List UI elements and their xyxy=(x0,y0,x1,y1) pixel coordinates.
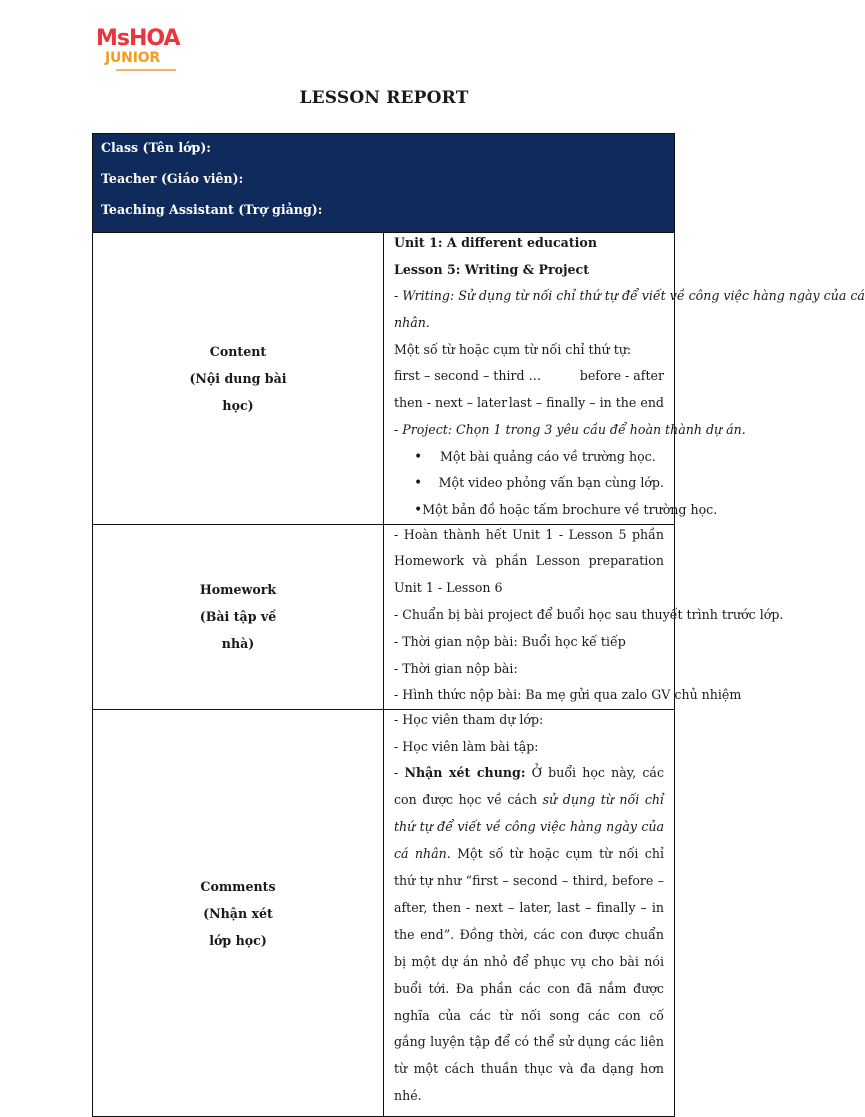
project-option xyxy=(394,444,664,471)
unit-title: Unit 1: A different education xyxy=(394,235,597,250)
page-title: LESSON REPORT xyxy=(299,88,469,108)
connector-pair xyxy=(394,390,664,417)
general-comment-text: Ở buổi học này, các con được học về cách xyxy=(394,765,664,808)
connectors-intro: Một số từ hoặc cụm từ nối chỉ thứ tự: xyxy=(394,341,632,357)
homework-label-line: Homework xyxy=(199,582,277,598)
homework-item: - Chuẩn bị bài project để buổi học sau thuyết trình trước lớp. xyxy=(394,607,784,623)
content-label xyxy=(93,233,384,525)
connector-left: first – second – third … xyxy=(394,368,542,384)
bullet-icon: • xyxy=(414,475,423,492)
writing-task: - Writing: Sử dụng từ nối chỉ thứ tự để viết về công việc hàng ngày của cá xyxy=(394,288,865,304)
homework-item: - Hoàn thành hết Unit 1 - Lesson 5 phần Homework và phần Lesson preparation Unit 1 - Lesson 6 xyxy=(394,526,664,596)
project-option-text: Một bản đồ hoặc tấm brochure về trường học. xyxy=(422,501,718,517)
homework-done-line: - Học viên làm bài tập: xyxy=(394,738,539,754)
general-comment-prefix: - xyxy=(394,765,405,781)
comments-label-line: lớp học) xyxy=(209,932,267,948)
project-option-text: Một video phỏng vấn bạn cùng lớp. xyxy=(438,475,664,491)
general-comment-italic: sử dụng từ nối chỉ thứ tự để viết về công việc hàng ngày của cá nhân. xyxy=(394,792,665,862)
homework-item: - Thời gian nộp bài: Buổi học kế tiếp xyxy=(394,633,626,649)
logo-junior: JUNIOR xyxy=(105,50,160,66)
general-comment-label: Nhận xét chung: xyxy=(404,765,526,781)
connector-right: before - after xyxy=(579,368,664,384)
header-row xyxy=(93,134,675,233)
lesson-title: Lesson 5: Writing & Project xyxy=(394,261,590,277)
brand-logo xyxy=(96,26,206,76)
content-row xyxy=(93,233,675,525)
bullet-icon: • xyxy=(414,501,423,518)
comments-label-line: (Nhận xét xyxy=(203,905,273,921)
logo-ms-hoa: MsHOA xyxy=(96,26,180,51)
attendance-line: - Học viên tham dự lớp: xyxy=(394,712,544,728)
project-task: - Project: Chọn 1 trong 3 yêu cầu để hoàn thành dự án. xyxy=(394,421,746,437)
lesson-report-table xyxy=(92,133,865,1117)
bullet-icon: • xyxy=(414,448,423,465)
homework-label-line: nhà) xyxy=(221,636,255,652)
general-comment xyxy=(394,760,664,1110)
project-option-text: Một bài quảng cáo về trường học. xyxy=(440,448,656,464)
content-body xyxy=(384,233,865,525)
comments-label-line: Comments xyxy=(200,878,276,894)
content-label-line: học) xyxy=(222,397,254,413)
connector-left: then - next – later xyxy=(394,395,508,411)
homework-body xyxy=(384,524,784,709)
writing-task-cont: nhân. xyxy=(394,315,430,331)
homework-row xyxy=(93,524,675,709)
homework-label xyxy=(93,524,384,709)
general-comment-text: Một số từ hoặc cụm từ nối chỉ thứ tự như “first – second – third, before – after, then - next – later, last – finally – in the end”. Đồng thời, các con được chuẩn bị một dự án nhỏ để phục vụ cho bài nói buổi tới. Đa phần các con đã nắm được nghĩa của các từ nối song các con cố gắng luyện tập để có thể sử dụng các liên từ một cách thuần thục và đa dạng hơn nhé. xyxy=(394,846,664,1104)
logo-tagline xyxy=(116,69,176,71)
homework-item: - Hình thức nộp bài: Ba mẹ gửi qua zalo GV chủ nhiệm xyxy=(394,687,742,703)
class-label: Class (Tên lớp): xyxy=(101,140,211,155)
connector-pair xyxy=(394,363,664,390)
project-option xyxy=(394,470,664,497)
homework-item: - Thời gian nộp bài: xyxy=(394,660,518,676)
connector-right: last – finally – in the end xyxy=(508,395,664,411)
project-option xyxy=(394,497,718,524)
class-info-cell xyxy=(93,134,675,233)
comments-label xyxy=(93,710,384,1117)
comments-row xyxy=(93,710,675,1117)
content-label-line: Content xyxy=(209,343,267,359)
homework-label-line: (Bài tập về xyxy=(199,609,277,625)
content-label-line: (Nội dung bài xyxy=(189,370,287,386)
teaching-assistant-label: Teaching Assistant (Trợ giảng): xyxy=(101,202,323,217)
teacher-label: Teacher (Giáo viên): xyxy=(101,171,244,186)
comments-body xyxy=(384,710,675,1117)
